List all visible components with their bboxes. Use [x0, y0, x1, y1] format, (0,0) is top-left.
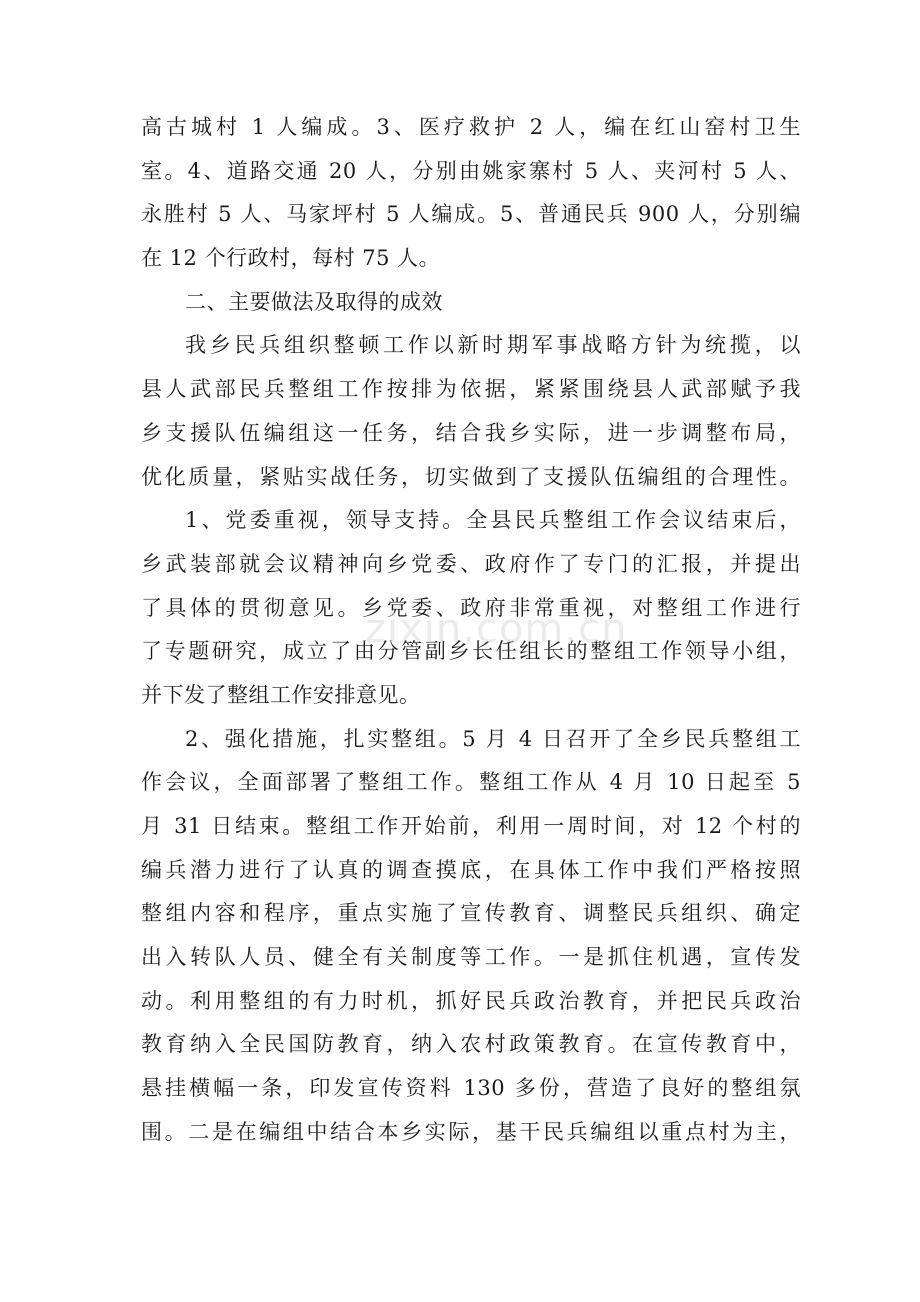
text-line: 2、强化措施，扎实整组。5 月 4 日召开了全乡民兵整组工: [185, 726, 801, 751]
text-line: 了具体的贯彻意见。乡党委、政府非常重视，对整组工作进行: [141, 595, 801, 620]
paragraph: [141, 499, 801, 717]
text-line: 室。4、道路交通 20 人，分别由姚家寨村 5 人、夹河村 5 人、: [141, 158, 801, 183]
text-line: 1、党委重视，领导支持。全县民兵整组工作会议结束后，: [185, 508, 801, 533]
text-line: 围。二是在编组中结合本乡实际，基干民兵编组以重点村为主，: [141, 1119, 801, 1144]
text-line: 教育纳入全民国防教育，纳入农村政策教育。在宣传教育中，: [141, 1032, 801, 1057]
document-body: [141, 106, 801, 1155]
text-line: 乡支援队伍编组这一任务，结合我乡实际，进一步调整布局，: [141, 420, 801, 445]
text-line: 月 31 日结束。整组工作开始前，利用一周时间，对 12 个村的: [141, 814, 801, 838]
watermark-text: zixin.com.cn: [365, 606, 628, 652]
text-line: 我乡民兵组织整顿工作以新时期军事战略方针为统揽，以: [185, 333, 801, 358]
paragraph: [141, 718, 801, 1155]
text-line: 县人武部民兵整组工作按排为依据，紧紧围绕县人武部赋予我: [141, 377, 801, 402]
text-line: 永胜村 5 人、马家坪村 5 人编成。5、普通民兵 900 人，分别编: [141, 202, 801, 227]
text-line: 悬挂横幅一条，印发宣传资料 130 多份，营造了良好的整组氛: [141, 1076, 801, 1101]
text-line: 动。利用整组的有力时机，抓好民兵政治教育，并把民兵政治: [141, 988, 801, 1013]
text-line: 整组内容和程序，重点实施了宣传教育、调整民兵组织、确定: [141, 901, 801, 926]
text-line: 作会议，全面部署了整组工作。整组工作从 4 月 10 日起至 5: [141, 770, 801, 795]
text-line: 出入转队人员、健全有关制度等工作。一是抓住机遇，宣传发: [141, 945, 801, 970]
text-line: 乡武装部就会议精神向乡党委、政府作了专门的汇报，并提出: [141, 551, 801, 576]
text-line: 并下发了整组工作安排意见。: [141, 682, 421, 707]
text-line: 高古城村 1 人编成。3、医疗救护 2 人，编在红山窑村卫生: [141, 115, 801, 139]
text-line: 在 12 个行政村，每村 75 人。: [141, 246, 441, 271]
paragraph: [141, 324, 801, 499]
section-heading: [141, 281, 801, 325]
text-line: 了专题研究，成立了由分管副乡长任组长的整组工作领导小组，: [141, 639, 801, 664]
text-line: 编兵潜力进行了认真的调查摸底，在具体工作中我们严格按照: [141, 857, 801, 882]
paragraph-continuation: [141, 106, 801, 281]
text-line: 优化质量，紧贴实战任务，切实做到了支援队伍编组的合理性。: [141, 464, 801, 489]
section-heading-text: 二、主要做法及取得的成效: [185, 289, 443, 314]
